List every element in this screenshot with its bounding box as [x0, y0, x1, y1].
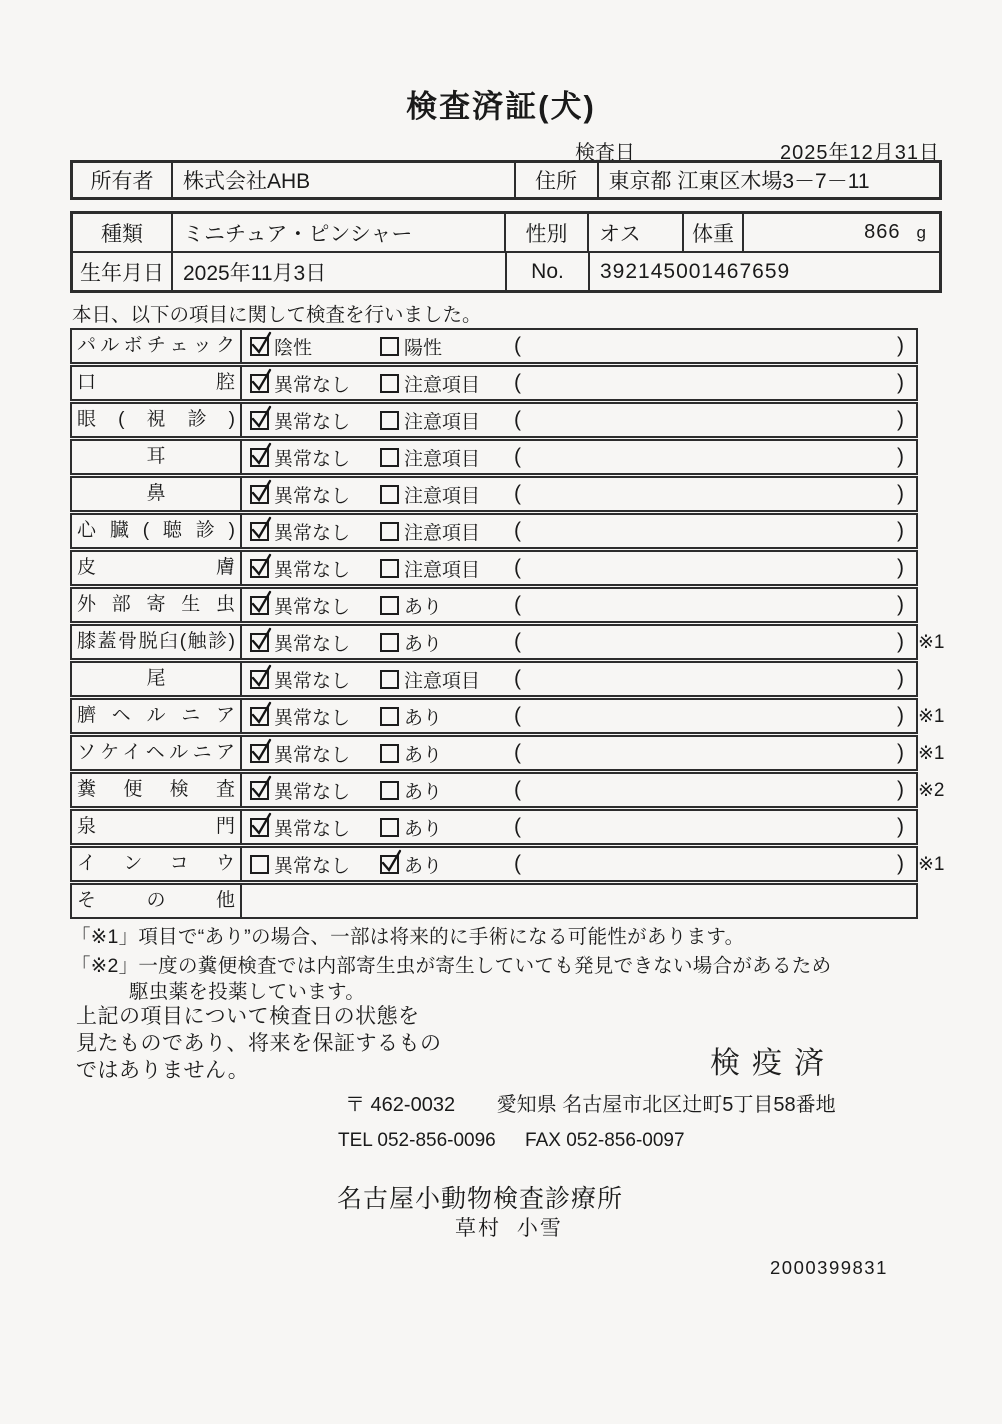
- inspection-item-label: 尾: [72, 663, 242, 695]
- checkbox-unchecked[interactable]: [250, 855, 269, 874]
- check-mark-icon: [249, 664, 274, 689]
- checkbox-checked[interactable]: [250, 707, 269, 726]
- paren-close: ): [897, 852, 904, 875]
- option-label: あり: [404, 707, 443, 729]
- option-label: 異常なし: [274, 522, 351, 544]
- checkbox-checked[interactable]: [250, 337, 269, 356]
- inspection-item-label: 心臓(聴診): [72, 515, 242, 547]
- inspection-item-label: 耳: [72, 441, 242, 473]
- checkbox-unchecked[interactable]: [380, 485, 399, 504]
- inspection-option: [250, 811, 350, 843]
- option-label: 異常なし: [274, 670, 351, 692]
- inspection-option: [250, 552, 350, 584]
- row-note-mark: ※1: [918, 705, 945, 727]
- owner-label: 所有者: [73, 163, 173, 197]
- checkbox-unchecked[interactable]: [380, 781, 399, 800]
- inspection-option: [380, 367, 480, 399]
- inspection-option: [380, 848, 442, 880]
- inspection-row-content: [242, 700, 916, 732]
- inspection-option: [250, 626, 350, 658]
- checkbox-unchecked[interactable]: [380, 670, 399, 689]
- paren-close: ): [897, 482, 904, 505]
- inspection-item-label: インコウ: [72, 848, 242, 880]
- inspection-row: [70, 772, 945, 808]
- inspection-option: [380, 774, 442, 806]
- inspection-row-content: [242, 848, 916, 880]
- option-label: 陰性: [274, 337, 313, 359]
- breed-value: ミニチュア・ピンシャー: [183, 222, 413, 246]
- checkbox-unchecked[interactable]: [380, 374, 399, 393]
- paren-close: ): [897, 667, 904, 690]
- inspection-option: [380, 515, 480, 547]
- quarantine-stamp: 検疫済: [710, 1047, 836, 1080]
- checkbox-checked[interactable]: [250, 448, 269, 467]
- paren-open: (: [514, 852, 521, 875]
- inspection-option: [250, 700, 350, 732]
- inspection-row-content: [242, 330, 916, 362]
- certificate-no-value: 392145001467659: [600, 259, 791, 283]
- paren-open: (: [514, 815, 521, 838]
- option-label: あり: [404, 596, 443, 618]
- paren-open: (: [514, 519, 521, 542]
- weight-cell: [744, 214, 939, 251]
- checkbox-unchecked[interactable]: [380, 744, 399, 763]
- disclaimer-text: [76, 1003, 442, 1084]
- option-label: 異常なし: [274, 411, 351, 433]
- inspection-item-label: 眼(視診): [72, 404, 242, 436]
- checkbox-unchecked[interactable]: [380, 448, 399, 467]
- paren-open: (: [514, 334, 521, 357]
- pet-info-row-1: [73, 214, 939, 253]
- inspection-option: [380, 330, 442, 362]
- inspection-row: [70, 328, 918, 364]
- page-title: 検査済証(犬): [406, 89, 596, 124]
- inspection-row: [70, 402, 918, 438]
- paren-close: ): [897, 445, 904, 468]
- inspection-row: [70, 439, 918, 475]
- inspection-item-label: 外部寄生虫: [72, 589, 242, 621]
- checkbox-unchecked[interactable]: [380, 707, 399, 726]
- inspection-option: [250, 515, 350, 547]
- inspection-option: [380, 626, 442, 658]
- inspection-option: [380, 552, 480, 584]
- inspection-item-label: 泉門: [72, 811, 242, 843]
- check-mark-icon: [249, 701, 274, 726]
- checkbox-checked[interactable]: [250, 411, 269, 430]
- inspection-table: [70, 328, 945, 919]
- inspection-item-label: 口腔: [72, 367, 242, 399]
- row-note-mark: ※1: [918, 742, 945, 764]
- inspection-row: [70, 661, 918, 697]
- inspection-row-content: [242, 441, 916, 473]
- checkbox-checked[interactable]: [250, 559, 269, 578]
- inspection-option: [250, 404, 350, 436]
- pet-info-table: [70, 211, 942, 293]
- inspection-row-content: [242, 626, 916, 658]
- option-label: 異常なし: [274, 744, 351, 766]
- owner-table: [70, 160, 942, 200]
- paren-close: ): [897, 334, 904, 357]
- paren-close: ): [897, 371, 904, 394]
- option-label: 注意項目: [404, 374, 481, 396]
- checkbox-checked[interactable]: [250, 633, 269, 652]
- inspection-item-label: 膝蓋骨脱臼(触診): [72, 626, 242, 658]
- inspection-item-label: 臍ヘルニア: [72, 700, 242, 732]
- postal-code: 〒 462-0032: [345, 1094, 456, 1116]
- examiner-name: 草村 小雪: [455, 1217, 563, 1240]
- clinic-name: 名古屋小動物検査診療所: [337, 1185, 624, 1213]
- checkbox-unchecked[interactable]: [380, 633, 399, 652]
- checkbox-checked[interactable]: [250, 596, 269, 615]
- inspection-row: [70, 698, 945, 734]
- weight-unit: g: [916, 222, 926, 242]
- paren-open: (: [514, 593, 521, 616]
- check-mark-icon: [249, 775, 274, 800]
- inspection-row: [70, 624, 945, 660]
- inspection-row-content: [242, 589, 916, 621]
- inspection-item-label: ソケイヘルニア: [72, 737, 242, 769]
- inspection-option: [250, 774, 350, 806]
- option-label: 異常なし: [274, 374, 351, 396]
- checkbox-checked[interactable]: [250, 485, 269, 504]
- inspection-option: [380, 663, 480, 695]
- inspection-row: [70, 476, 918, 512]
- paren-close: ): [897, 593, 904, 616]
- checkbox-checked[interactable]: [250, 522, 269, 541]
- paren-open: (: [514, 741, 521, 764]
- sex-label: 性別: [504, 214, 589, 251]
- sex-value: オス: [589, 214, 684, 251]
- breed-label: 種類: [73, 214, 173, 251]
- option-label: 注意項目: [404, 448, 481, 470]
- disclaimer-line: 見たものであり、将来を保証するもの: [76, 1032, 442, 1055]
- option-label: 注意項目: [404, 411, 481, 433]
- inspection-option: [250, 663, 350, 695]
- paren-close: ): [897, 408, 904, 431]
- inspection-item-label: 皮膚: [72, 552, 242, 584]
- checkbox-checked[interactable]: [250, 374, 269, 393]
- option-label: 異常なし: [274, 448, 351, 470]
- option-label: 異常なし: [274, 818, 351, 840]
- street-address: 愛知県 名古屋市北区辻町5丁目58番地: [496, 1094, 836, 1116]
- serial-number: 2000399831: [770, 1257, 888, 1278]
- option-label: 異常なし: [274, 596, 351, 618]
- inspection-row-content: [242, 552, 916, 584]
- option-label: 異常なし: [274, 485, 351, 507]
- inspection-option: [250, 330, 312, 362]
- row-note-mark: ※2: [918, 779, 945, 801]
- inspection-option: [380, 700, 442, 732]
- paren-close: ): [897, 556, 904, 579]
- option-label: 異常なし: [274, 855, 351, 877]
- paren-open: (: [514, 408, 521, 431]
- paren-open: (: [514, 556, 521, 579]
- birth-label: 生年月日: [73, 253, 173, 290]
- disclaimer-line: 上記の項目について検査日の状態を: [76, 1005, 420, 1028]
- option-label: あり: [404, 744, 443, 766]
- row-note-mark: ※1: [918, 853, 945, 875]
- check-mark-icon: [249, 590, 274, 615]
- inspection-row-content: [242, 811, 916, 843]
- paren-open: (: [514, 667, 521, 690]
- inspection-option: [250, 478, 350, 510]
- checkbox-checked[interactable]: [250, 744, 269, 763]
- check-mark-icon: [249, 479, 274, 504]
- inspection-option: [250, 441, 350, 473]
- check-mark-icon: [249, 405, 274, 430]
- check-mark-icon: [249, 516, 274, 541]
- checkbox-unchecked[interactable]: [380, 596, 399, 615]
- inspection-row: [70, 735, 945, 771]
- inspection-item-label: その他: [72, 885, 242, 917]
- disclaimer-line: ではありません。: [76, 1059, 250, 1082]
- paren-close: ): [897, 630, 904, 653]
- inspection-row: [70, 365, 918, 401]
- checkbox-unchecked[interactable]: [380, 337, 399, 356]
- inspection-item-label: 鼻: [72, 478, 242, 510]
- address-value: 東京都 江東区木場3－7－11: [608, 170, 870, 193]
- inspection-row: [70, 883, 918, 919]
- option-label: 注意項目: [404, 485, 481, 507]
- exam-date-value: 2025年12月31日: [780, 142, 940, 164]
- paren-close: ): [897, 704, 904, 727]
- checkbox-unchecked[interactable]: [380, 559, 399, 578]
- option-label: 異常なし: [274, 559, 351, 581]
- check-mark-icon: [249, 553, 274, 578]
- paren-open: (: [514, 630, 521, 653]
- inspection-row: [70, 550, 918, 586]
- check-mark-icon: [379, 849, 404, 874]
- pet-info-row-2: [73, 253, 939, 290]
- inspection-option: [380, 811, 442, 843]
- inspection-row-content: [242, 515, 916, 547]
- paren-close: ): [897, 519, 904, 542]
- check-mark-icon: [249, 812, 274, 837]
- inspection-item-label: パルボチェック: [72, 330, 242, 362]
- checkbox-unchecked[interactable]: [380, 411, 399, 430]
- inspection-option: [380, 737, 442, 769]
- address-label: 住所: [514, 163, 599, 197]
- inspection-option: [380, 478, 480, 510]
- inspection-option: [250, 737, 350, 769]
- checkbox-unchecked[interactable]: [380, 818, 399, 837]
- option-label: 異常なし: [274, 707, 351, 729]
- inspection-row: [70, 809, 918, 845]
- intro-text: 本日、以下の項目に関して検査を行いました。: [72, 304, 482, 326]
- inspection-option: [380, 589, 442, 621]
- paren-open: (: [514, 445, 521, 468]
- option-label: あり: [404, 633, 443, 655]
- checkbox-checked[interactable]: [380, 855, 399, 874]
- paren-close: ): [897, 741, 904, 764]
- inspection-row-content: [242, 478, 916, 510]
- inspection-row: [70, 846, 945, 882]
- inspection-option: [250, 848, 350, 880]
- checkbox-checked[interactable]: [250, 781, 269, 800]
- certificate-no-label: No.: [505, 253, 590, 290]
- inspection-row-content: [242, 737, 916, 769]
- paren-open: (: [514, 371, 521, 394]
- option-label: 異常なし: [274, 781, 351, 803]
- paren-open: (: [514, 704, 521, 727]
- option-label: 注意項目: [404, 559, 481, 581]
- tel-number: TEL 052-856-0096: [338, 1130, 496, 1151]
- option-label: 異常なし: [274, 633, 351, 655]
- option-label: 陽性: [404, 337, 443, 359]
- owner-value: 株式会社AHB: [183, 170, 311, 193]
- inspection-row-content: [242, 367, 916, 399]
- check-mark-icon: [249, 368, 274, 393]
- row-note-mark: ※1: [918, 631, 945, 653]
- footnote-2-line2: 駆虫薬を投薬しています。: [129, 981, 366, 1003]
- option-label: あり: [404, 818, 443, 840]
- option-label: 注意項目: [404, 522, 481, 544]
- tel-fax-line: [338, 1130, 685, 1152]
- check-mark-icon: [249, 442, 274, 467]
- inspection-row-content: [242, 404, 916, 436]
- inspection-row: [70, 587, 918, 623]
- option-label: 注意項目: [404, 670, 481, 692]
- inspection-option: [250, 367, 350, 399]
- option-label: あり: [404, 855, 443, 877]
- inspection-row-content: [242, 663, 916, 695]
- inspection-option: [380, 441, 480, 473]
- clinic-address-line: [345, 1088, 836, 1117]
- paren-open: (: [514, 482, 521, 505]
- weight-value: 866: [864, 221, 901, 243]
- option-label: あり: [404, 781, 443, 803]
- exam-date-label: 検査日: [575, 142, 635, 164]
- check-mark-icon: [249, 627, 274, 652]
- inspection-option: [250, 589, 350, 621]
- inspection-row-content: [242, 774, 916, 806]
- footnote-1: 「※1」項目で“あり”の場合、一部は将来的に手術になる可能性があります。: [71, 926, 745, 948]
- paren-close: ): [897, 778, 904, 801]
- checkbox-checked[interactable]: [250, 818, 269, 837]
- birth-value: 2025年11月3日: [183, 261, 327, 285]
- check-mark-icon: [249, 738, 274, 763]
- check-mark-icon: [249, 331, 274, 356]
- checkbox-unchecked[interactable]: [380, 522, 399, 541]
- weight-label: 体重: [684, 214, 744, 251]
- inspection-row: [70, 513, 918, 549]
- footnote-2-line1: 「※2」一度の糞便検査では内部寄生虫が寄生していても発見できない場合があるため: [71, 955, 832, 977]
- inspection-item-label: 糞便検査: [72, 774, 242, 806]
- paren-open: (: [514, 778, 521, 801]
- checkbox-checked[interactable]: [250, 670, 269, 689]
- fax-number: FAX 052-856-0097: [525, 1130, 685, 1151]
- inspection-option: [380, 404, 480, 436]
- paren-close: ): [897, 815, 904, 838]
- inspection-row-content: [242, 885, 916, 917]
